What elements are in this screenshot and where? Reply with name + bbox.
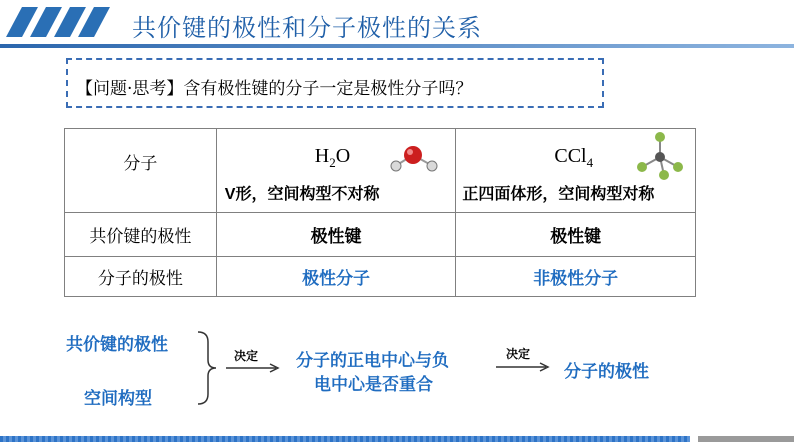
table-row <box>65 257 696 297</box>
slide-title: 共价键的极性和分子极性的关系 <box>132 14 482 42</box>
brace-icon <box>196 330 220 406</box>
table-row <box>65 129 696 213</box>
arrow-right-icon <box>496 361 552 373</box>
ccl4-shape: 正四面体形，空间构型对称 <box>462 186 655 203</box>
ccl4-molecule-icon <box>634 131 686 181</box>
arrow1-label: 决定 <box>234 349 259 363</box>
h2o-molecule-polarity: 极性分子 <box>216 257 456 297</box>
ccl4-cell <box>456 129 696 213</box>
row-label-molecule: 分子 <box>65 129 217 213</box>
comparison-table <box>64 128 696 297</box>
middle-text-line2: 电中心是否重合 <box>314 375 433 394</box>
factor-bond-polarity: 共价键的极性 <box>66 335 168 354</box>
row-label-molecule-polarity: 分子的极性 <box>65 257 217 297</box>
h2o-formula: $H_2O$ <box>314 145 351 170</box>
ccl4-molecule-polarity: 非极性分子 <box>456 257 696 297</box>
table-row <box>65 213 696 257</box>
h2o-bond-polarity: 极性键 <box>216 213 456 257</box>
water-molecule-icon <box>377 135 449 181</box>
question-text: 【问题·思考】含有极性键的分子一定是极性分子吗？ <box>76 79 473 99</box>
h2o-shape: V形，空间构型不对称 <box>224 186 380 203</box>
row-label-bond-polarity: 共价键的极性 <box>65 213 217 257</box>
middle-text-line1: 分子的正电中心与负 <box>296 351 449 370</box>
header-underline <box>0 44 794 48</box>
arrow-right-icon <box>226 362 282 374</box>
ccl4-formula: CCl$_4$ <box>554 145 594 170</box>
ccl4-bond-polarity: 极性键 <box>456 213 696 257</box>
arrow2-label: 决定 <box>506 347 531 361</box>
footer-bar-gray <box>698 436 794 442</box>
footer-bar <box>0 436 690 442</box>
h2o-cell <box>216 129 456 213</box>
factor-spatial-configuration: 空间构型 <box>84 389 152 408</box>
result-text: 分子的极性 <box>564 362 649 381</box>
